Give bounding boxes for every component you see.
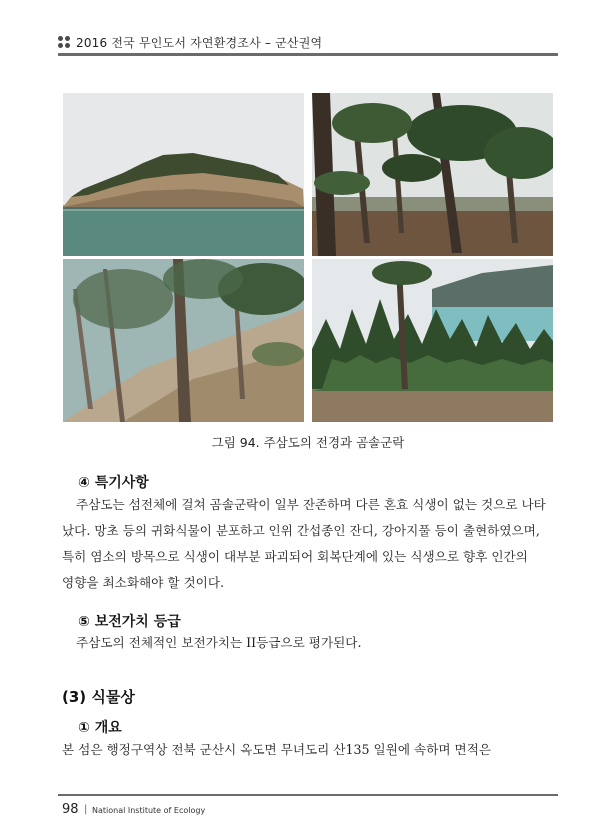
paragraph-special-notes [62, 492, 556, 596]
section-heading-overview: ① 개요 [78, 720, 122, 736]
photo-hillside-trees [63, 259, 304, 422]
paragraph-overview [62, 737, 556, 763]
photo-pine-grove-coast [312, 259, 553, 422]
section-heading-special-notes: ④ 특기사항 [78, 475, 149, 491]
photo-pine-forest [312, 93, 553, 256]
header-rule [58, 53, 558, 56]
paragraph-line: 본 섬은 행정구역상 전북 군산시 옥도면 무녀도리 산135 일원에 속하며 면적은 [62, 742, 492, 757]
paragraph-line: 특히 염소의 방목으로 식생이 대부분 파괴되어 회복단계에 있는 식생으로 향후 인간의 [62, 549, 528, 564]
paragraph-line: 주삼도는 섬전체에 걸쳐 곰솔군락이 일부 잔존하며 다른 혼효 식생이 없는 것으로 나타 [76, 497, 546, 512]
header-dots-icon [58, 36, 70, 48]
photo-island-view [63, 93, 304, 256]
paragraph-line: 주삼도의 전체적인 보전가치는 II등급으로 평가된다. [76, 635, 362, 650]
footer-separator: | [84, 804, 88, 815]
paragraph-line: 영향을 최소화해야 할 것이다. [62, 575, 224, 590]
paragraph-line: 났다. 망초 등의 귀화식물이 분포하고 인위 간섭종인 잔디, 강아지풀 등이 출현하였으며, [62, 523, 540, 538]
section-heading-conservation-grade: ⑤ 보전가치 등급 [78, 614, 181, 630]
section-heading-flora: (3) 식물상 [62, 688, 135, 706]
page-number: 98 [62, 802, 79, 817]
footer-rule [58, 794, 558, 796]
running-header [58, 34, 558, 50]
figure-caption: 그림 94. 주삼도의 전경과 곰솔군락 [211, 435, 405, 450]
header-title: 2016 전국 무인도서 자연환경조사 – 군산권역 [76, 36, 323, 50]
paragraph-conservation-grade [62, 630, 556, 656]
footer-organization: National Institute of Ecology [92, 806, 206, 815]
